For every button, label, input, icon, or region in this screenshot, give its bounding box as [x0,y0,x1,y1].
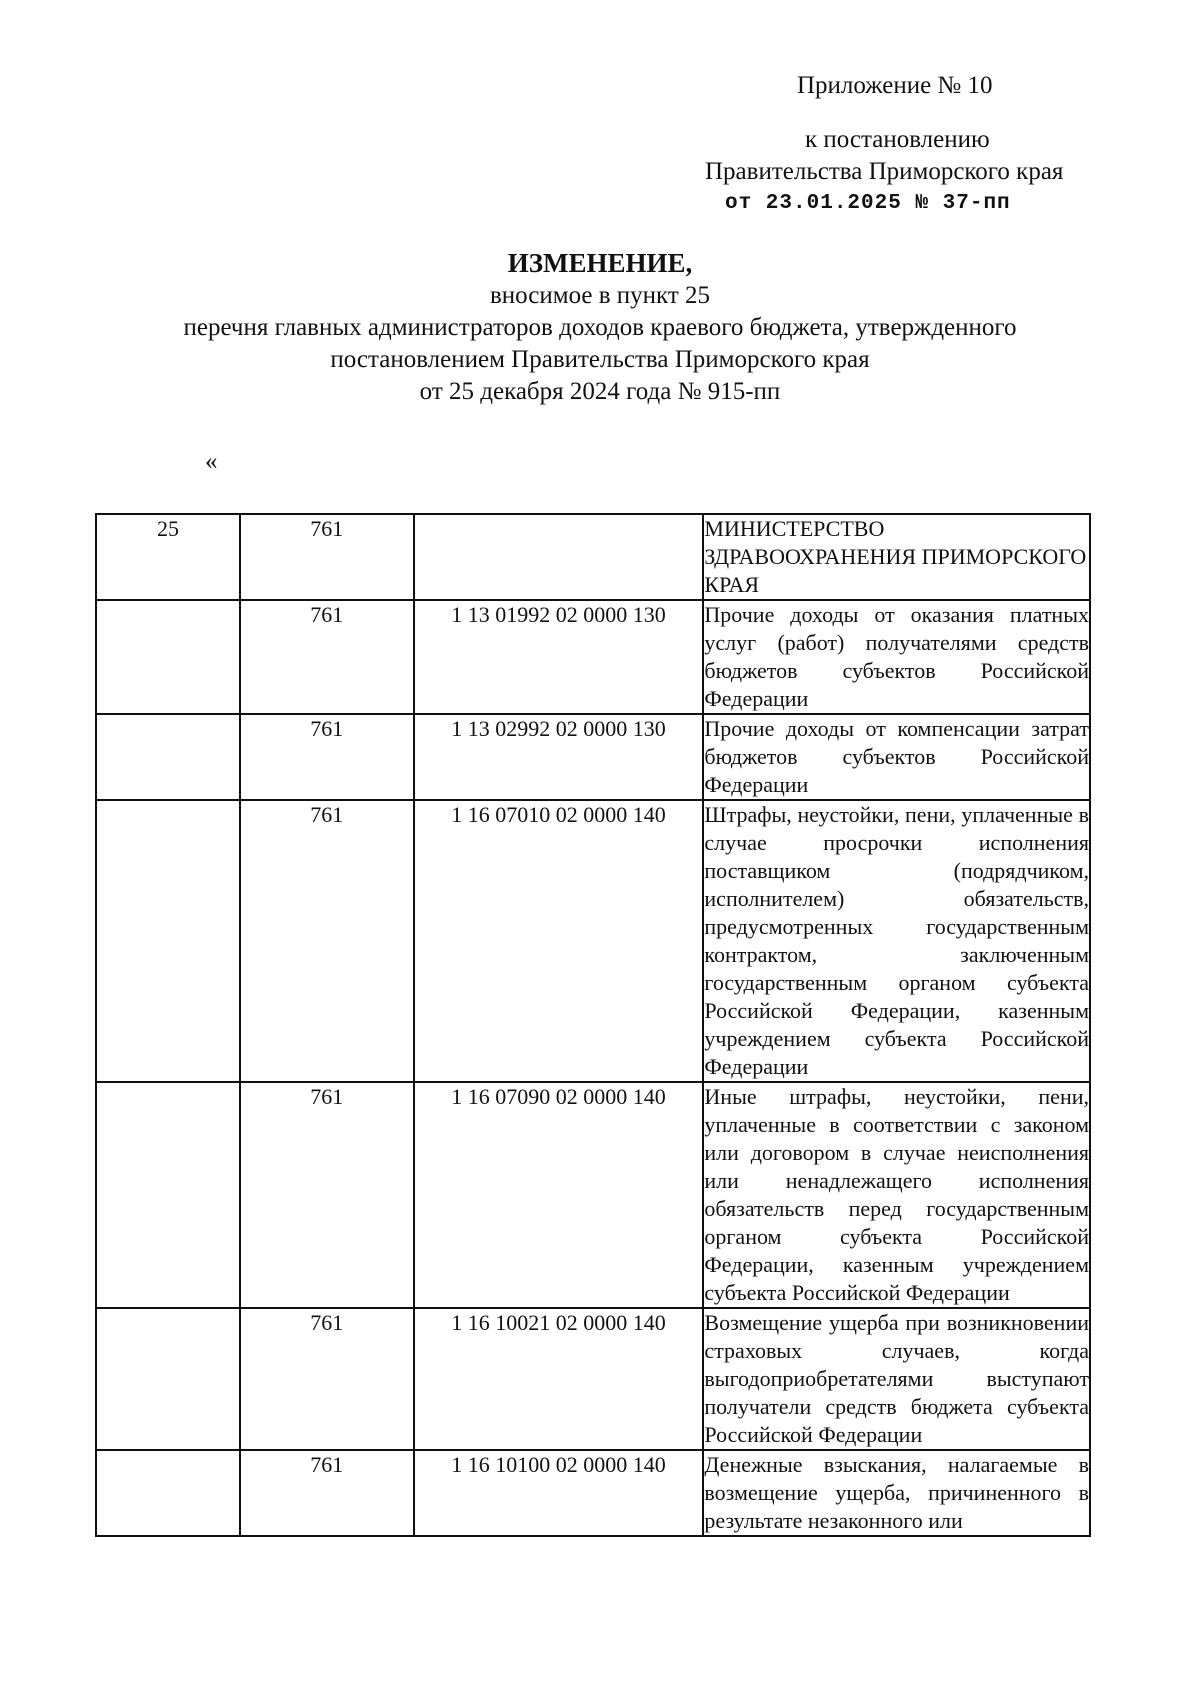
table-row [96,714,1090,800]
heading-line-5: от 25 декабря 2024 года № 915-пп [419,378,781,405]
table-row [96,600,1090,714]
document-heading [0,246,1200,408]
administrator-code-cell: 761 [240,1082,414,1308]
administrator-code-cell: 761 [240,600,414,714]
administrator-code-cell: 761 [240,714,414,800]
annex-number: Приложение № 10 [797,72,993,99]
annex-block [705,70,1125,220]
table-row [96,1082,1090,1308]
annex-resolution-ref: к постановлению [805,126,990,153]
revenue-name-cell: Прочие доходы от компенсации затрат бюджетов субъектов Российской Федерации [703,714,1090,800]
revenue-code-cell: 1 13 01992 02 0000 130 [414,600,704,714]
revenue-code-cell [414,514,704,600]
row-number-cell [96,800,240,1082]
revenue-code-cell: 1 16 10021 02 0000 140 [414,1308,704,1450]
document-title: ИЗМЕНЕНИЕ, [507,248,693,278]
revenue-administrators-table [95,513,1091,1537]
administrator-code-cell: 761 [240,800,414,1082]
revenue-name-cell: Штрафы, неустойки, пени, уплаченные в случае просрочки исполнения поставщиком (подрядчиком, исполнителем) обязательств, предусмотренных государственным контрактом, заключенным государственным органом субъекта Российской Федерации, казенным учреждением субъекта Российской Федерации [703,800,1090,1082]
revenue-code-cell: 1 16 07090 02 0000 140 [414,1082,704,1308]
heading-line-4: постановлением Правительства Приморского края [330,346,870,373]
revenue-code-cell: 1 16 10100 02 0000 140 [414,1450,704,1536]
heading-line-3: перечня главных администраторов доходов краевого бюджета, утвержденного [183,314,1017,341]
table-row [96,1450,1090,1536]
revenue-code-cell: 1 13 02992 02 0000 130 [414,714,704,800]
row-number-cell: 25 [96,514,240,600]
heading-line-2: вносимое в пункт 25 [489,282,711,309]
row-number-cell [96,600,240,714]
table-row [96,514,1090,600]
opening-quote-mark: « [205,448,218,475]
table-row [96,800,1090,1082]
revenue-name-cell: Денежные взыскания, налагаемые в возмещение ущерба, причиненного в результате незаконного или [703,1450,1090,1536]
annex-date-stamp: от 23.01.2025 № 37-пп [725,192,1011,215]
administrator-code-cell: 761 [240,1450,414,1536]
row-number-cell [96,1450,240,1536]
revenue-name-cell: Возмещение ущерба при возникновении страховых случаев, когда выгодоприобретателями выступают получатели средств бюджета субъекта Российской Федерации [703,1308,1090,1450]
annex-government: Правительства Приморского края [705,158,1064,185]
row-number-cell [96,714,240,800]
row-number-cell [96,1082,240,1308]
revenue-name-cell: Прочие доходы от оказания платных услуг (работ) получателями средств бюджетов субъектов Российской Федерации [703,600,1090,714]
table-row [96,1308,1090,1450]
administrator-code-cell: 761 [240,1308,414,1450]
revenue-name-cell: Иные штрафы, неустойки, пени, уплаченные в соответствии с законом или договором в случае неисполнения или ненадлежащего исполнения обязательств перед государственным органом субъекта Российской Федерации, казенным учреждением субъекта Российской Федерации [703,1082,1090,1308]
revenue-name-cell: МИНИСТЕРСТВО ЗДРАВООХРАНЕНИЯ ПРИМОРСКОГО КРАЯ [703,514,1090,600]
revenue-code-cell: 1 16 07010 02 0000 140 [414,800,704,1082]
row-number-cell [96,1308,240,1450]
administrator-code-cell: 761 [240,514,414,600]
